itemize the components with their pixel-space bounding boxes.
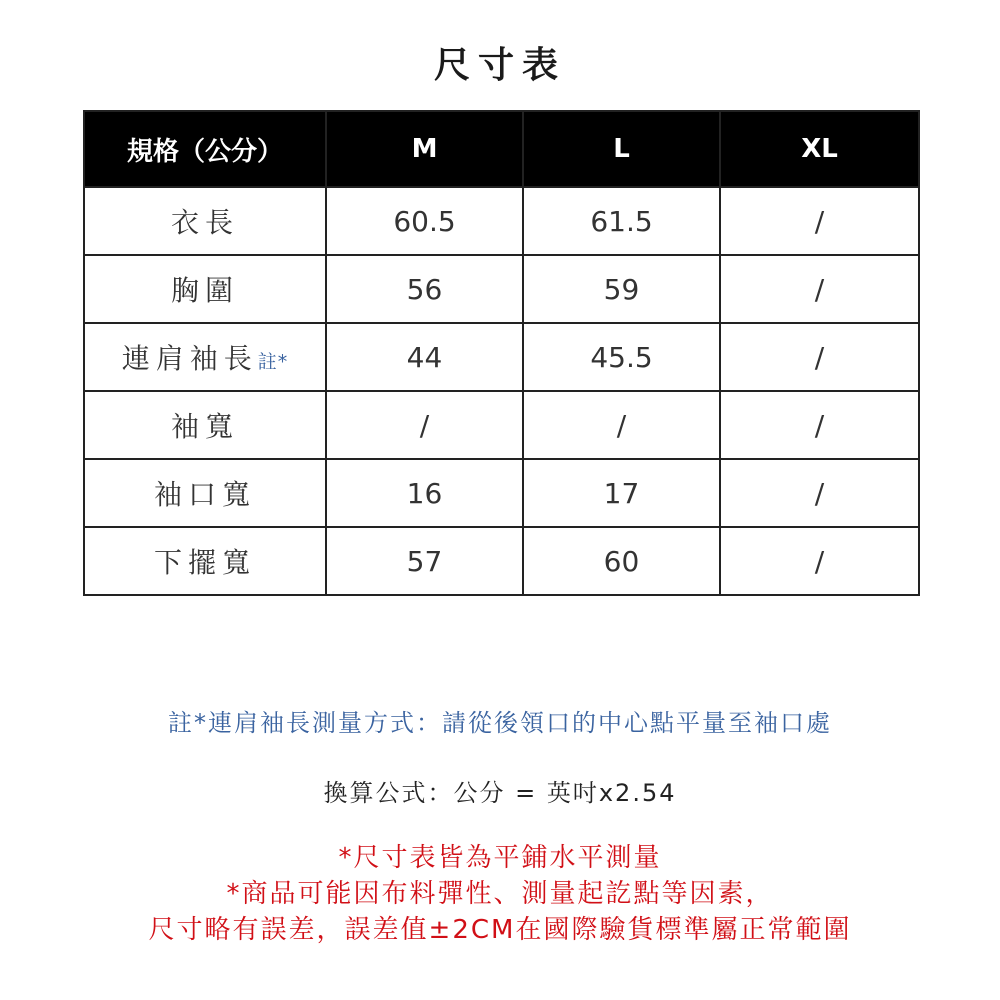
cell-m: 44 (326, 323, 523, 391)
cell-xl: / (720, 187, 919, 255)
row-label (84, 459, 326, 527)
cell-l: 61.5 (523, 187, 720, 255)
row-label (84, 255, 326, 323)
cell-m: 56 (326, 255, 523, 323)
row-label-text: 胸圍 (170, 274, 239, 307)
disclaimer-line: 尺寸略有誤差，誤差值±2CM在國際驗貨標準屬正常範圍 (148, 915, 852, 945)
cell-xl: / (720, 323, 919, 391)
header-size-m: M (326, 111, 523, 187)
cell-xl: / (720, 527, 919, 595)
cell-xl: / (720, 255, 919, 323)
table-row (84, 323, 919, 391)
cell-l: / (523, 391, 720, 459)
row-label-text: 袖口寬 (153, 478, 256, 511)
size-table (83, 110, 920, 596)
cell-m: / (326, 391, 523, 459)
cell-m: 16 (326, 459, 523, 527)
row-label (84, 187, 326, 255)
cell-l: 17 (523, 459, 720, 527)
row-note-marker: 註* (257, 351, 289, 373)
row-label-text: 袖寬 (170, 410, 239, 443)
cell-l: 59 (523, 255, 720, 323)
cell-l: 60 (523, 527, 720, 595)
header-size-xl: XL (720, 111, 919, 187)
table-row (84, 391, 919, 459)
measurement-footnote: 註*連肩袖長測量方式：請從後領口的中心點平量至袖口處 (168, 709, 832, 737)
row-label-text: 衣長 (170, 206, 239, 239)
conversion-formula: 換算公式：公分 = 英吋x2.54 (323, 779, 677, 807)
cell-m: 57 (326, 527, 523, 595)
table-row (84, 459, 919, 527)
disclaimer (0, 840, 1000, 948)
row-label-text: 下擺寬 (153, 546, 256, 579)
table-row (84, 527, 919, 595)
header-spec: 規格（公分） (84, 111, 326, 187)
disclaimer-line: *商品可能因布料彈性、測量起訖點等因素， (226, 879, 774, 909)
table-row (84, 255, 919, 323)
row-label (84, 391, 326, 459)
header-size-l: L (523, 111, 720, 187)
row-label (84, 527, 326, 595)
row-label (84, 323, 326, 391)
size-table-header-row (84, 111, 919, 187)
page-title: 尺寸表 (433, 45, 566, 86)
row-label-text: 連肩袖長 (121, 342, 258, 375)
table-row (84, 187, 919, 255)
cell-l: 45.5 (523, 323, 720, 391)
cell-m: 60.5 (326, 187, 523, 255)
cell-xl: / (720, 391, 919, 459)
disclaimer-line: *尺寸表皆為平鋪水平測量 (338, 843, 662, 873)
cell-xl: / (720, 459, 919, 527)
